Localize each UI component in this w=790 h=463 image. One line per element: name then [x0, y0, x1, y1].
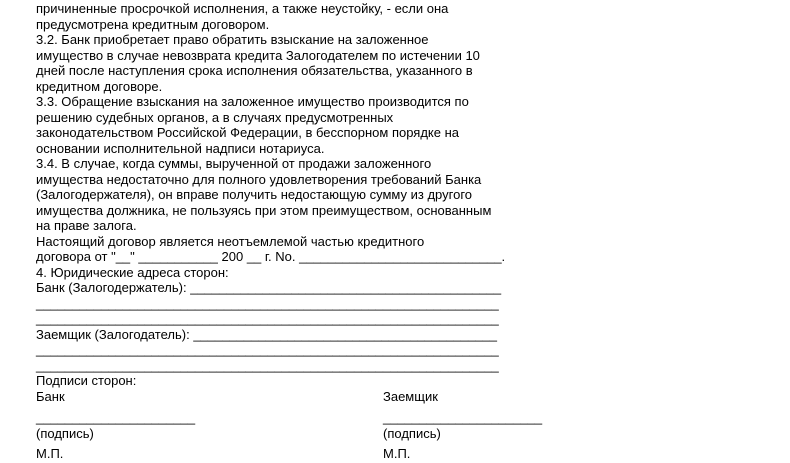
bank-address-field: Банк (Залогодержатель): ___________________________________________ — [36, 280, 502, 295]
clause-3-4-line: 3.4. В случае, когда суммы, вырученной от продажи заложенного — [36, 156, 432, 171]
document-line: (Залогодержателя), он вправе получить недостающую сумму из другого — [36, 187, 473, 202]
document-line: имущества недостаточно для полного удовлетворения требований Банка — [36, 171, 482, 187]
signatures-heading: Подписи сторон: — [36, 373, 137, 388]
signature-line-borrower: ______________________ — [383, 410, 543, 425]
document-line: кредитном договоре. — [36, 78, 163, 94]
signatures-block — [36, 389, 756, 462]
document-line: решению судебных органов, а в случаях предусмотренных — [36, 109, 394, 125]
seal-mark-borrower: М.П. — [383, 446, 411, 461]
party-label-borrower: Заемщик — [383, 388, 438, 404]
signature-caption-bank: (подпись) — [36, 425, 94, 441]
pledge-contract-text — [36, 1, 756, 462]
clause-3-2-line: 3.2. Банк приобретает право обратить взыскание на заложенное — [36, 32, 429, 47]
signature-column-bank — [36, 389, 383, 462]
document-line: причиненные просрочкой исполнения, а также неустойку, - если она — [36, 1, 449, 16]
signature-column-borrower — [383, 389, 683, 462]
document-line: дней после наступления срока исполнения обязательства, указанного в — [36, 63, 473, 78]
signature-line-bank: ______________________ — [36, 410, 196, 425]
blank-fill-line: ________________________________________________________________ — [36, 311, 499, 326]
document-line: имущество в случае невозврата кредита Залогодателем по истечении 10 — [36, 47, 480, 63]
blank-fill-line: ________________________________________________________________ — [36, 342, 499, 357]
document-line: основании исполнительной надписи нотариуса. — [36, 140, 325, 156]
party-label-bank: Банк — [36, 388, 65, 404]
document-line: предусмотрена кредитным договором. — [36, 16, 270, 32]
clause-3-3-line: 3.3. Обращение взыскания на заложенное имущество производится по — [36, 94, 469, 109]
document-line: на праве залога. — [36, 218, 137, 233]
seal-mark-bank: М.П. — [36, 446, 64, 461]
document-line: имущества должника, не пользуясь при этом преимуществом, основанным — [36, 202, 492, 218]
signature-caption-borrower: (подпись) — [383, 425, 441, 441]
blank-fill-line: ________________________________________________________________ — [36, 295, 499, 311]
borrower-address-field: Заемщик (Залогодатель): __________________________________________ — [36, 326, 497, 342]
section-4-heading: 4. Юридические адреса сторон: — [36, 264, 229, 280]
document-line: законодательством Российской Федерации, в бесспорном порядке на — [36, 125, 460, 140]
contract-date-number-line: договора от "__" ___________ 200 __ г. No. ____________________________. — [36, 249, 506, 264]
document-line: Настоящий договор является неотъемлемой частью кредитного — [36, 233, 425, 249]
blank-fill-line: ________________________________________________________________ — [36, 357, 499, 373]
